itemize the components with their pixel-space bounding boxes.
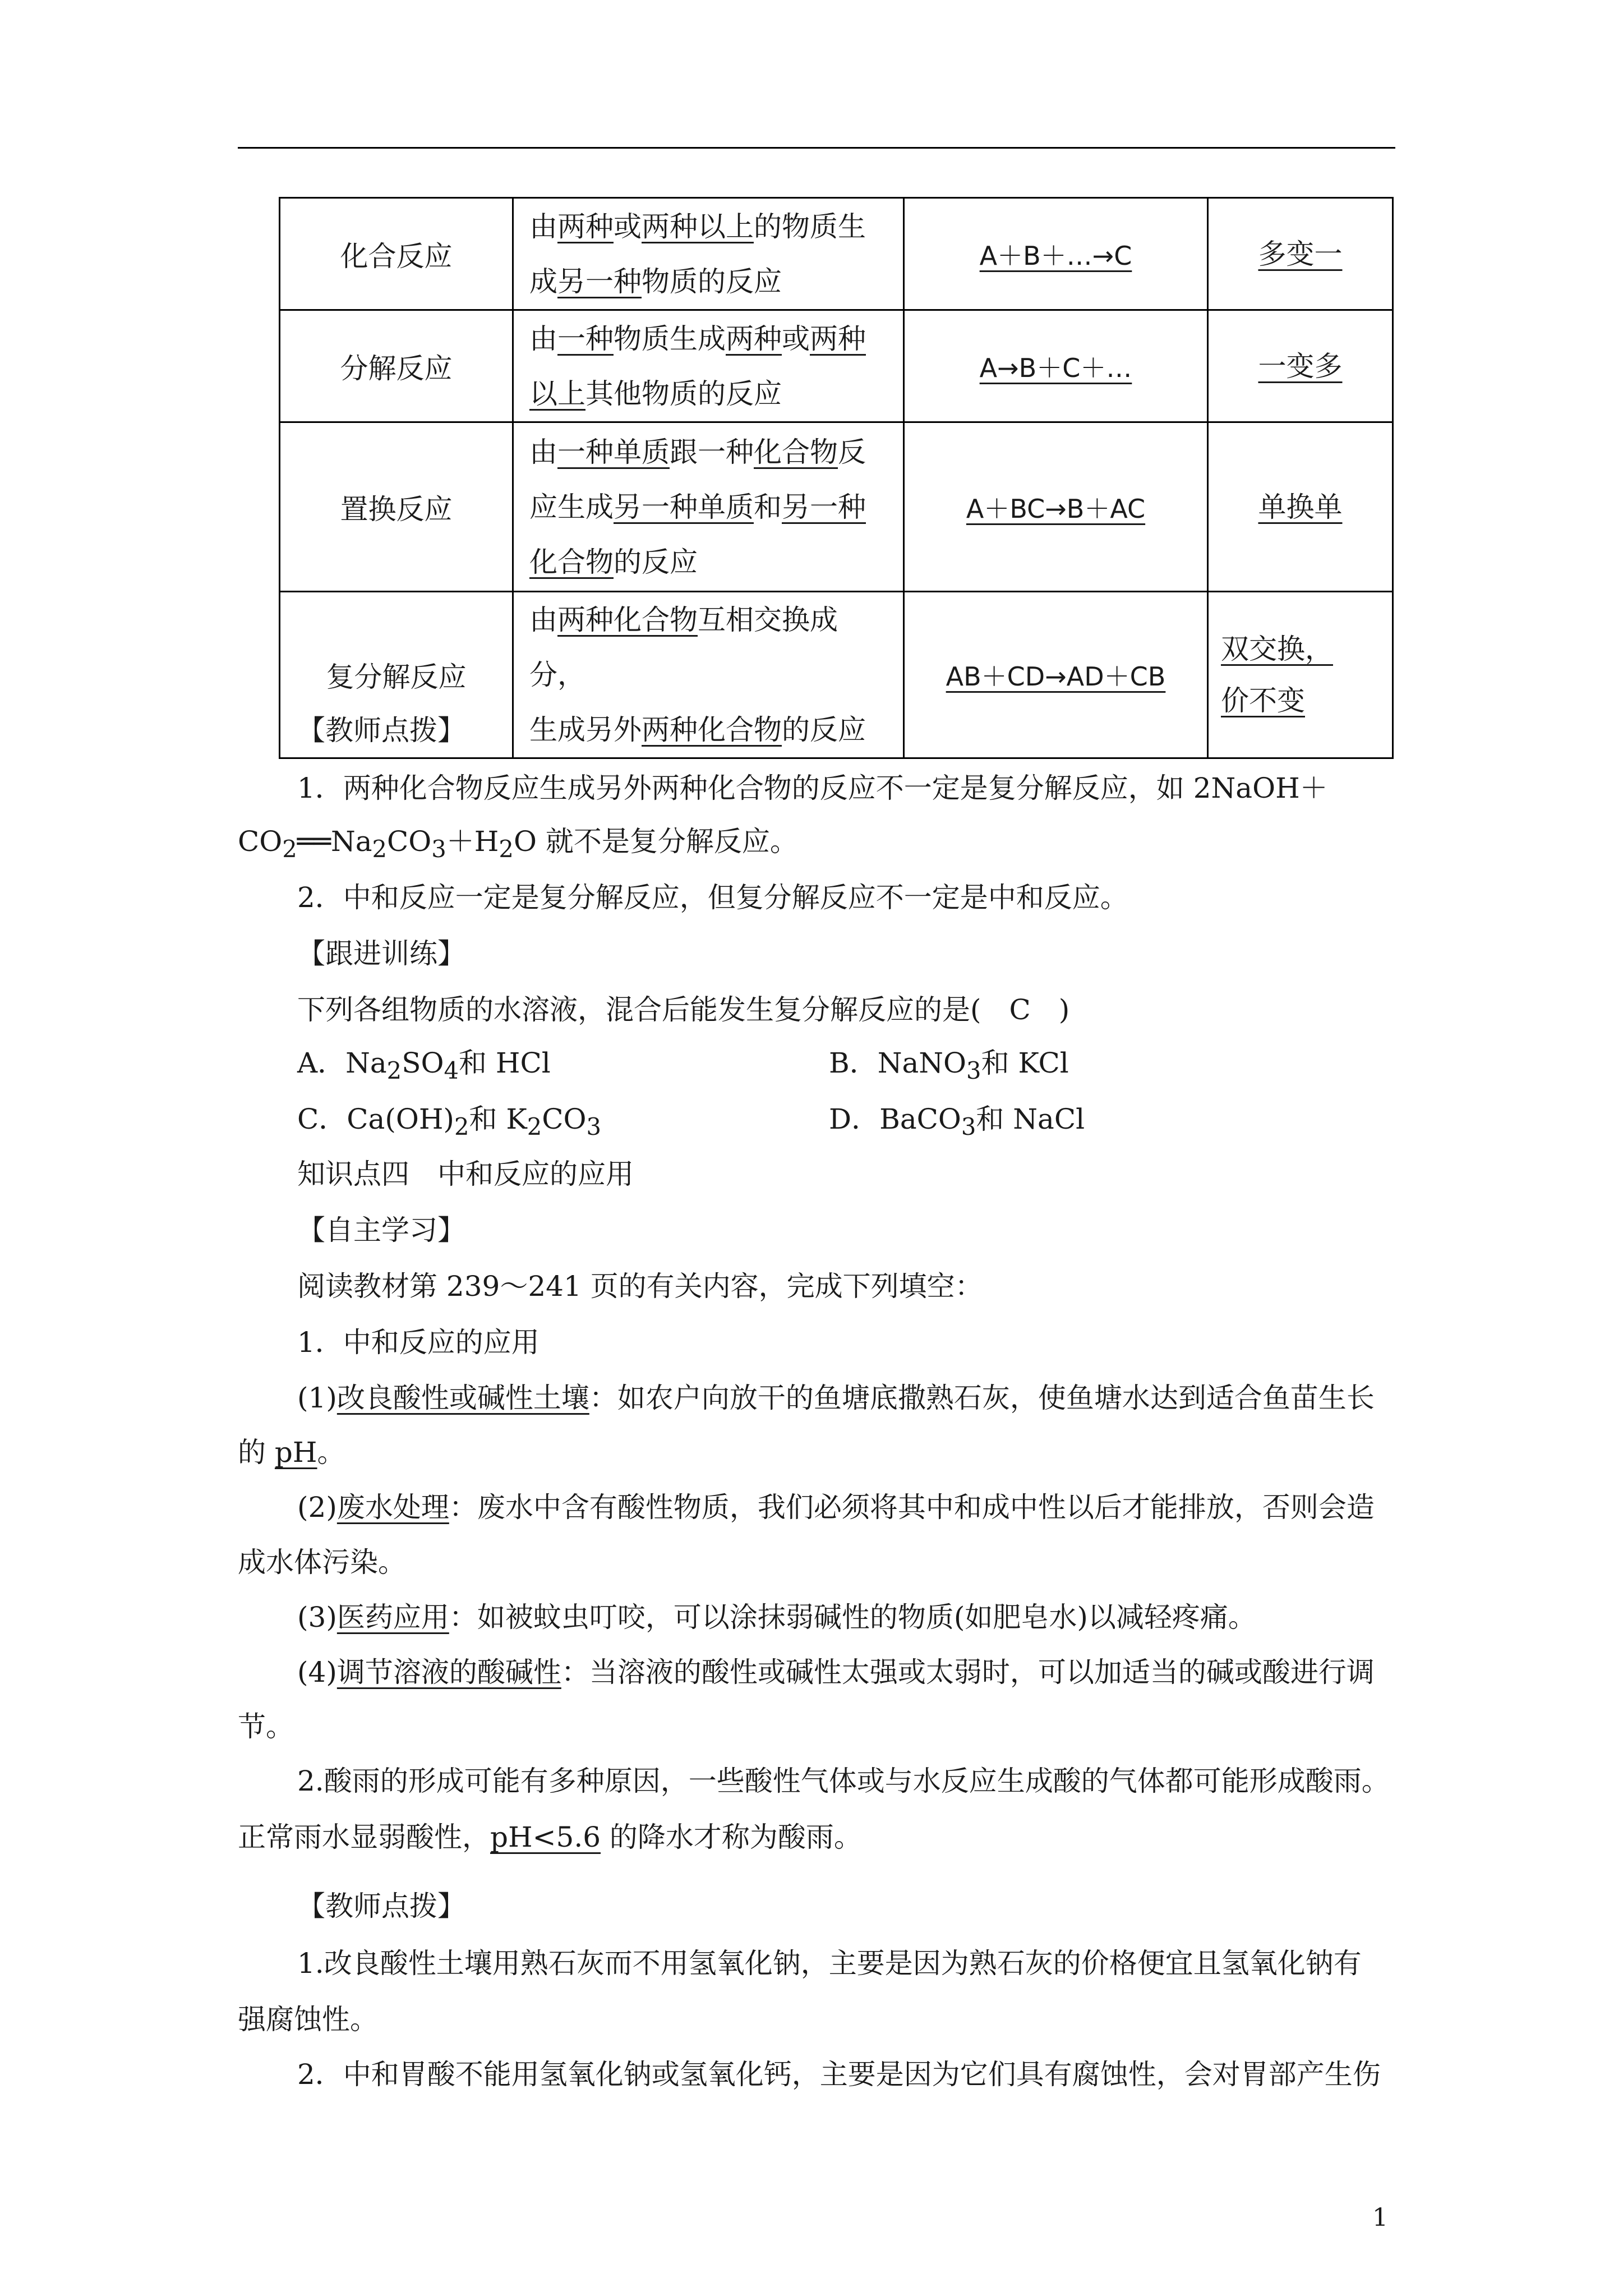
table-row: [280, 310, 1393, 422]
table-row: [280, 198, 1393, 310]
paragraph: 的 pH。: [238, 1436, 345, 1469]
paragraph: $CO_2══Na_2CO_3+H_2O$ 就不是复分解反应。: [238, 825, 798, 863]
reaction-feature: 单换单: [1208, 422, 1393, 592]
reaction-definition: 由两种或两种以上的物质生 成另一种物质的反应: [513, 198, 904, 310]
section-heading: 【跟进训练】: [297, 937, 465, 970]
page-number: 1: [1372, 2203, 1388, 2232]
header-rule: [238, 147, 1395, 149]
option-c: C．$Ca(OH)_2$和 $K_2CO_3$: [297, 1103, 601, 1140]
reaction-name: 化合反应: [280, 198, 513, 310]
paragraph: 节。: [238, 1710, 294, 1743]
option-b: B．NaNO$_3$和 KCl: [829, 1047, 1069, 1084]
paragraph: (4)调节溶液的酸碱性：当溶液的酸性或碱性太强或太弱时，可以加适当的碱或酸进行调: [297, 1656, 1375, 1688]
reaction-name: 复分解反应: [280, 592, 513, 758]
reaction-type-table: [279, 197, 1394, 759]
reaction-feature: 多变一: [1208, 198, 1393, 310]
reaction-equation: A→B＋C＋…: [904, 310, 1208, 422]
paragraph: 2.酸雨的形成可能有多种原因，一些酸性气体或与水反应生成酸的气体都可能形成酸雨。: [297, 1765, 1390, 1797]
reaction-equation: AB＋CD→AD＋CB: [904, 592, 1208, 758]
reaction-equation: A＋B＋…→C: [904, 198, 1208, 310]
paragraph: 2．中和反应一定是复分解反应，但复分解反应不一定是中和反应。: [297, 881, 1128, 914]
paragraph: 2．中和胃酸不能用氢氧化钠或氢氧化钙，主要是因为它们具有腐蚀性，会对胃部产生伤: [297, 2058, 1381, 2091]
table-row: [280, 422, 1393, 592]
knowledge-point-title: 知识点四 中和反应的应用: [297, 1158, 634, 1190]
option-a: A．$Na_2SO_4$和 HCl: [297, 1047, 551, 1084]
section-heading: 【自主学习】: [297, 1214, 465, 1246]
paragraph: 阅读教材第 239～241 页的有关内容，完成下列填空：: [297, 1270, 983, 1303]
paragraph: 1.改良酸性土壤用熟石灰而不用氢氧化钠，主要是因为熟石灰的价格便宜且氢氧化钠有: [297, 1947, 1362, 1980]
paragraph: 成水体污染。: [238, 1546, 406, 1579]
question: 下列各组物质的水溶液，混合后能发生复分解反应的是( C ): [297, 993, 1070, 1026]
paragraph: 正常雨水显弱酸性，pH<5.6 的降水才称为酸雨。: [238, 1821, 862, 1853]
paragraph: 强腐蚀性。: [238, 2003, 378, 2036]
paragraph: 1．两种化合物反应生成另外两种化合物的反应不一定是复分解反应，如 2NaOH＋: [297, 772, 1328, 804]
paragraph: (2)废水处理：废水中含有酸性物质，我们必须将其中和成中性以后才能排放，否则会造: [297, 1491, 1375, 1524]
reaction-definition: 由两种化合物互相交换成分， 生成另外两种化合物的反应: [513, 592, 904, 758]
section-heading: 【教师点拨】: [297, 1890, 465, 1922]
reaction-definition: 由一种物质生成两种或两种 以上其他物质的反应: [513, 310, 904, 422]
reaction-name: 分解反应: [280, 310, 513, 422]
reaction-equation: A＋BC→B＋AC: [904, 422, 1208, 592]
paragraph: (3)医药应用：如被蚊虫叮咬，可以涂抹弱碱性的物质(如肥皂水)以减轻疼痛。: [297, 1601, 1256, 1634]
section-heading: 【教师点拨】: [297, 714, 465, 747]
reaction-name: 置换反应: [280, 422, 513, 592]
reaction-feature: 一变多: [1208, 310, 1393, 422]
option-d: D．BaCO$_3$和 NaCl: [829, 1103, 1085, 1140]
paragraph: 1．中和反应的应用: [297, 1326, 540, 1359]
reaction-definition: 由一种单质跟一种化合物反 应生成另一种单质和另一种 化合物的反应: [513, 422, 904, 592]
paragraph: (1)改良酸性或碱性土壤：如农户向放干的鱼塘底撒熟石灰，使鱼塘水达到适合鱼苗生长: [297, 1382, 1375, 1414]
reaction-feature: 双交换， 价不变: [1208, 592, 1393, 758]
